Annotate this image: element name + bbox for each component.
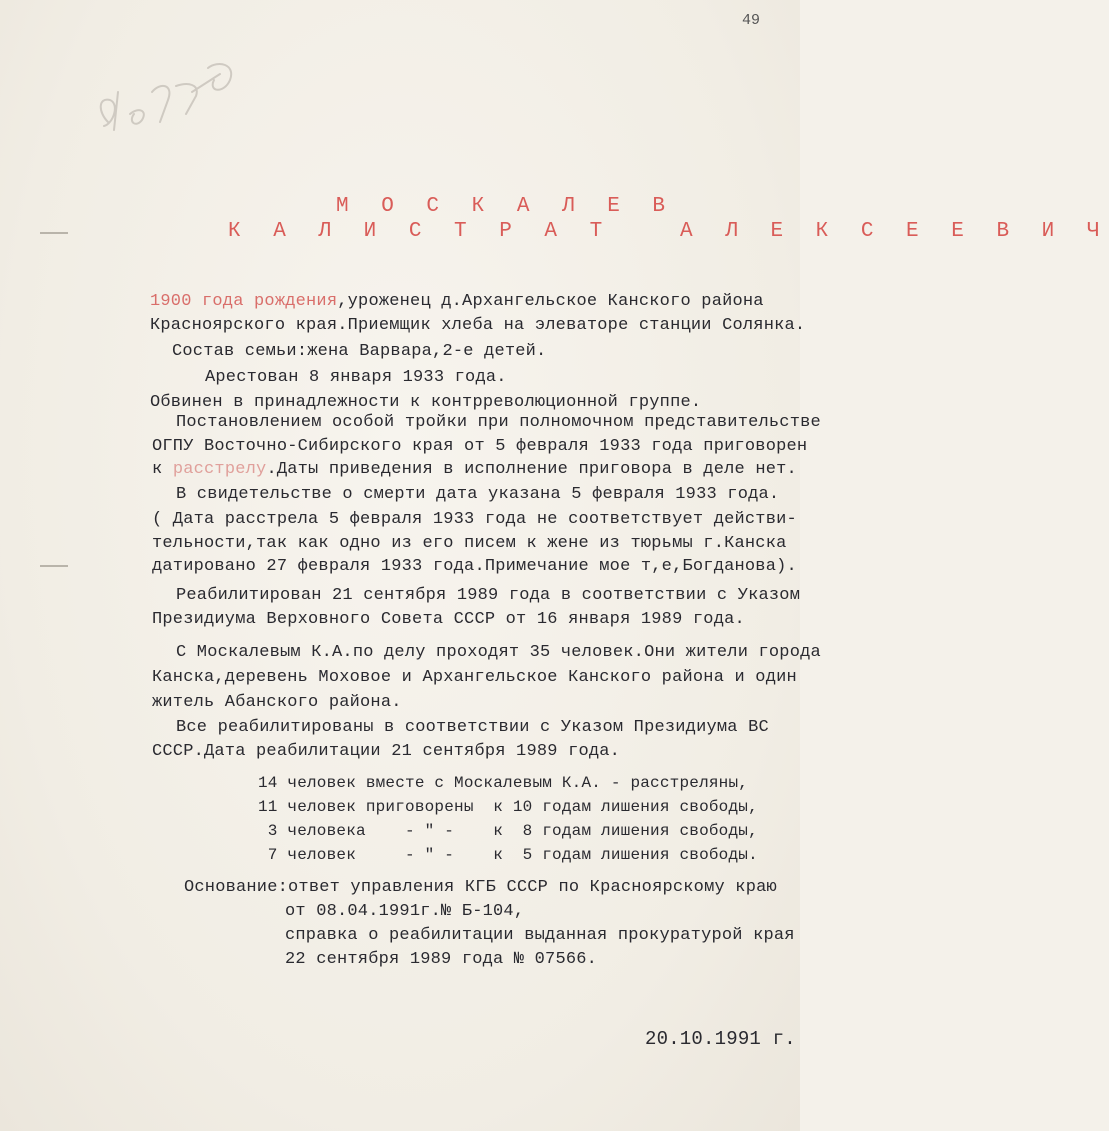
body-line: датировано 27 февраля 1933 года.Примечание мое т,е,Богданова).: [152, 557, 797, 576]
body-line: Арестован 8 января 1933 года.: [205, 368, 507, 387]
handwritten-note-text: [120, 80, 124, 81]
sentence-row: 14 человек вместе с Москалевым К.А. - расстреляны,: [258, 774, 749, 792]
body-line: Все реабилитированы в соответствии с Указом Президиума ВС: [176, 718, 769, 737]
birth-place: ,уроженец д.Архангельское Канского района: [337, 292, 764, 311]
birth-year: 1900 года рождения: [150, 292, 338, 311]
sentence-row: 7 человек - " - к 5 годам лишения свободы.: [258, 846, 758, 864]
body-line: Президиума Верховного Совета СССР от 16 января 1989 года.: [152, 610, 745, 629]
basis-line: Основание:ответ управления КГБ СССР по Красноярскому краю: [184, 878, 777, 897]
basis-line: от 08.04.1991г.№ Б-104,: [285, 902, 525, 921]
body-line: Постановлением особой тройки при полномочном представительстве: [176, 413, 821, 432]
body-line: житель Абанского района.: [152, 693, 402, 712]
page-number: 49: [742, 12, 761, 29]
sentence-row: 11 человек приговорены к 10 годам лишения свободы,: [258, 798, 758, 816]
body-line: тельности,так как одно из его писем к жене из тюрьмы г.Канска: [152, 534, 787, 553]
sentence-rest: .Даты приведения в исполнение приговора в деле нет.: [266, 460, 797, 479]
margin-mark: [40, 565, 68, 567]
handwritten-note-scribble: [68, 52, 258, 152]
body-line: Обвинен в принадлежности к контрреволюционной группе.: [150, 393, 702, 412]
basis-line: справка о реабилитации выданная прокуратурой края: [285, 926, 795, 945]
sentence-row: 3 человека - " - к 8 годам лишения свободы,: [258, 822, 758, 840]
basis-line: 22 сентября 1989 года № 07566.: [285, 950, 598, 969]
title-surname: М О С К А Л Е В: [336, 195, 676, 218]
document-date: 20.10.1991 г.: [645, 1028, 796, 1050]
body-line: Реабилитирован 21 сентября 1989 года в соответствии с Указом: [176, 586, 801, 605]
sentence-prefix: к: [152, 460, 173, 479]
body-line: ОГПУ Восточно-Сибирского края от 5 февраля 1933 года приговорен: [152, 437, 808, 456]
body-line: Красноярского края.Приемщик хлеба на элеваторе станции Солянка.: [150, 316, 806, 335]
title-given-names: К А Л И С Т Р А Т А Л Е К С Е Е В И Ч: [228, 220, 1109, 243]
body-line: В свидетельстве о смерти дата указана 5 февраля 1933 года.: [176, 485, 780, 504]
margin-mark: [40, 232, 68, 234]
body-line: СССР.Дата реабилитации 21 сентября 1989 года.: [152, 742, 621, 761]
body-line: [150, 292, 764, 311]
body-line: Состав семьи:жена Варвара,2-е детей.: [172, 342, 547, 361]
body-line: С Москалевым К.А.по делу проходят 35 человек.Они жители города: [176, 643, 821, 662]
body-line: ( Дата расстрела 5 февраля 1933 года не соответствует действи-: [152, 510, 797, 529]
body-line: [152, 460, 797, 479]
body-line: Канска,деревень Моховое и Архангельское Канского района и один: [152, 668, 797, 687]
sentence-word: расстрелу: [172, 460, 267, 479]
